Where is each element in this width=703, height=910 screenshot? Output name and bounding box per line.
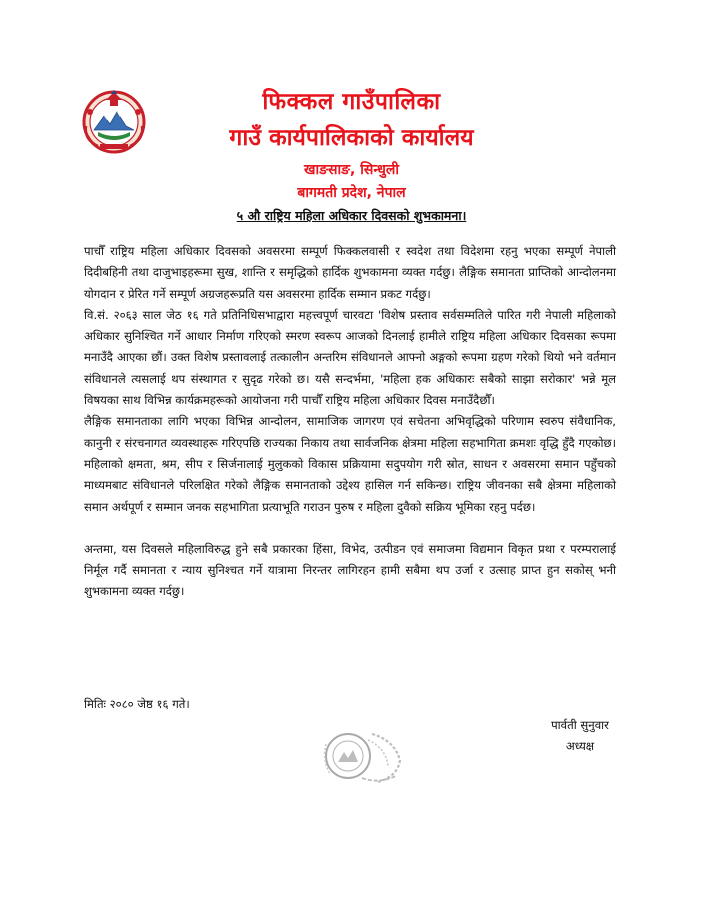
- subject-line: [0, 207, 703, 224]
- address-line-2: बागमती प्रदेश, नेपाल: [297, 185, 406, 201]
- signatory-title: अध्यक्ष: [565, 739, 595, 753]
- office-name: गाउँ कार्यपालिकाको कार्यालय: [229, 125, 474, 151]
- signatory-name: पार्वती सुनुवार: [551, 718, 609, 732]
- paragraph-3: लैङ्गिक समानताका लागि भएका विभिन्न आन्दोलन, सामाजिक जागरण एवं सचेतना अभिवृद्धिको परिणाम स्वरुप संवैधानिक, कानुनी र संरचनागत व्यवस्थाहरू गरिएपछि राज्यका निकाय तथा सार्वजनिक क्षेत्रमा महिला सहभागिता क्रमशः वृद्धि हुँदै गएकोछ। महिलाको क्षमता, श्रम, सीप र सिर्जनालाई मुलुकको विकास प्रक्रियामा सदुपयोग गरी स्रोत, साधन र अवसरमा समान पहुँचको माध्यमबाट संविधानले परिलक्षित गरेको लैङ्गिक समानताको उद्देश्य हासिल गर्न सकिन्छ। राष्ट्रिय जीवनका सबै क्षेत्रमा महिलाको समान अर्थपूर्ण र सम्मान जनक सहभागिता प्रत्याभूति गराउन पुरुष र महिला दुवैको सक्रिय भूमिका रहनु पर्दछ।: [84, 414, 616, 514]
- letter-date: मितिः २०८० जेष्ठ १६ गते।: [84, 697, 190, 711]
- org-name: फिक्कल गाउँपालिका: [262, 89, 441, 115]
- paragraph-4: अन्तमा, यस दिवसले महिलाविरुद्ध हुने सबै प्रकारका हिंसा, विभेद, उत्पीडन एवं समाजमा विद्यमान विकृत प्रथा र परम्परालाई निर्मूल गर्दै समानता र न्याय सुनिश्चत गर्ने यात्रामा निरन्तर लागिरहन हामी सबैमा थप उर्जा र उत्साह प्राप्त हुन सकोस् भनी शुभकामना व्यक्त गर्दछु।: [84, 541, 616, 599]
- paragraph-1: पाचौँ राष्ट्रिय महिला अधिकार दिवसको अवसरमा सम्पूर्ण फिक्कलवासी र स्वदेश तथा विदेशमा रहनु भएका सम्पूर्ण नेपाली दिदीबहिनी तथा दाजुभाइहरूमा सुख, शान्ति र समृद्धिको हार्दिक शुभकामना व्यक्त गर्दछु। लैङ्गिक समानता प्राप्तिको आन्दोलनमा योगदान र प्रेरित गर्ने सम्पूर्ण अग्रजहरूप्रति यस अवसरमा हार्दिक सम्मान प्रकट गर्दछु।: [84, 244, 616, 301]
- paragraph-2: वि.सं. २०६३ साल जेठ १६ गते प्रतिनिधिसभाद्वारा महत्त्वपूर्ण चारवटा 'विशेष प्रस्ताव सर्वसम्मतिले पारित गरी नेपाली महिलाको अधिकार सुनिश्चित गर्ने आधार निर्माण गरिएको स्मरण स्वरूप आजको दिनलाई हामीले राष्ट्रिय महिला अधिकार दिवसका रूपमा मनाउँदै आएका छौं। उक्त विशेष प्रस्तावलाई तत्कालीन अन्तरिम संविधानले आफ्नो अङ्गको रूपमा ग्रहण गरेको थियो भने वर्तमान संविधानले त्यसलाई थप संस्थागत र सुदृढ गरेको छ। यसै सन्दर्भमा, 'महिला हक अधिकारः सबैको साझा सरोकार' भन्ने मूल विषयका साथ विभिन्न कार्यक्रमहरूको आयोजना गरी पाचौँ राष्ट्रिय महिला अधिकार दिवस मनाउँदैछौँ।: [84, 307, 616, 408]
- letter-body: [84, 241, 616, 603]
- address-line-1: खाङसाङ, सिन्धुली: [304, 162, 399, 178]
- office-stamp-icon: [318, 726, 416, 788]
- subject-text: ५ औ राष्ट्रिय महिला अधिकार दिवसको शुभकामना।: [236, 208, 467, 223]
